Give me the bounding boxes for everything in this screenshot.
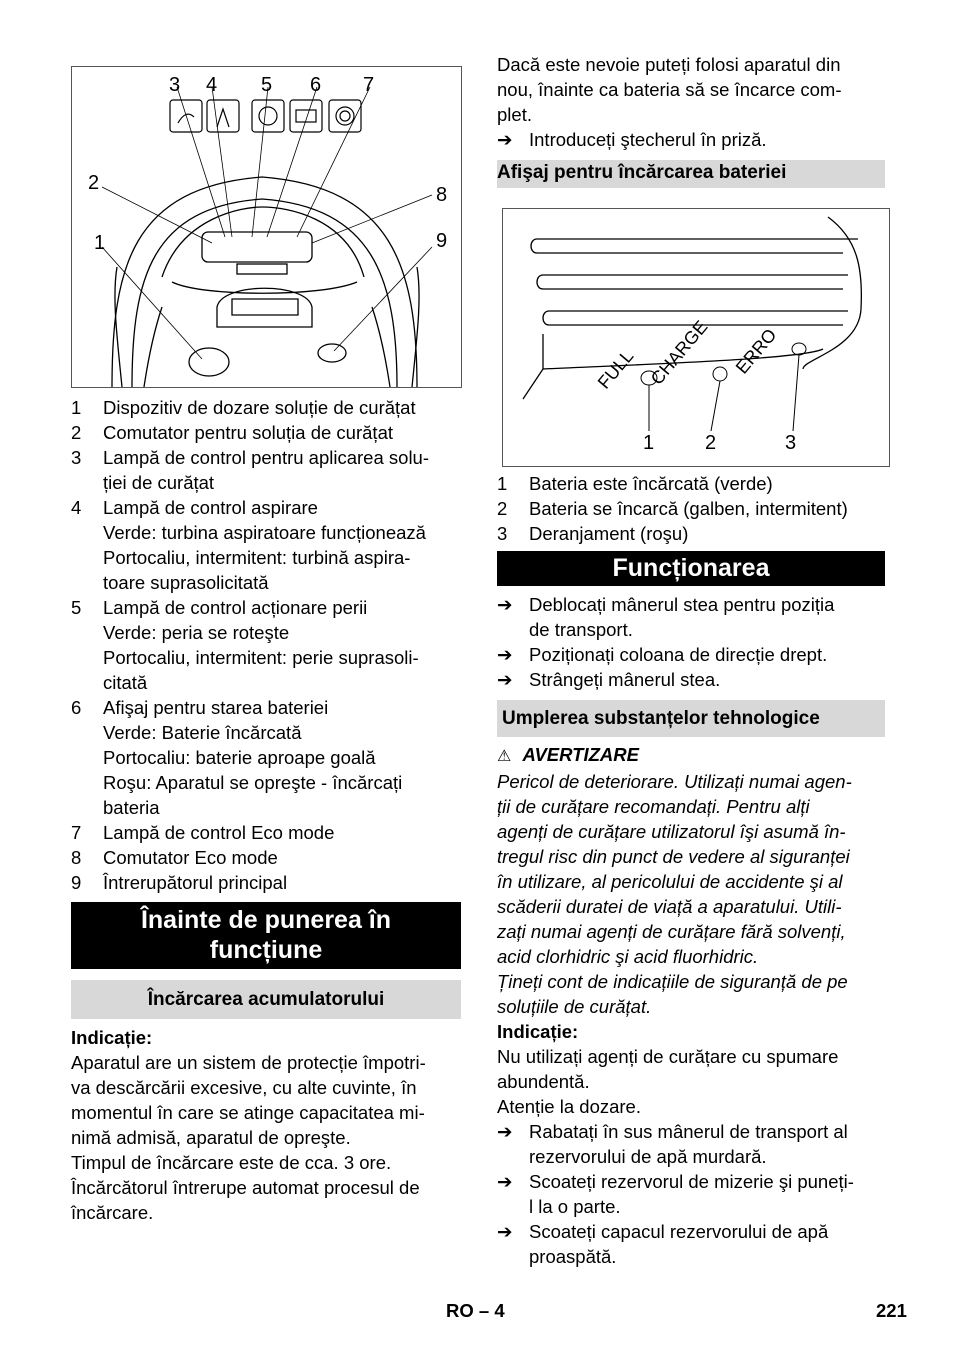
text-line: Atenție la dozare. bbox=[497, 1096, 641, 1117]
legend-number: 6 bbox=[71, 697, 82, 718]
text-line: soluțiile de curățat. bbox=[497, 996, 652, 1017]
subsection-charging: Încărcarea acumulatorului bbox=[71, 980, 461, 1019]
control-panel-drawing bbox=[72, 67, 461, 387]
step-line: proaspătă. bbox=[529, 1246, 617, 1267]
callout-6: 6 bbox=[310, 74, 322, 96]
page-footer-label: RO – 4 bbox=[446, 1300, 505, 1321]
warning-heading bbox=[497, 742, 885, 769]
arrow-right-icon: ➔ bbox=[497, 1171, 513, 1192]
text-line: Încărcătorul întrerupe automat procesul de bbox=[71, 1177, 420, 1198]
step-text bbox=[529, 642, 885, 667]
brush-icon bbox=[252, 100, 284, 132]
step-text bbox=[529, 1219, 885, 1269]
fill-steps bbox=[497, 1119, 885, 1269]
arrow-right-icon: ➔ bbox=[497, 594, 513, 615]
text-line: în utilizare, al pericolului de accidente şi al bbox=[497, 871, 843, 892]
legend-text bbox=[103, 495, 461, 595]
step-line: Scoateți capacul rezervorului de apă bbox=[529, 1221, 829, 1242]
instruction-step bbox=[497, 1119, 885, 1169]
text-line: acid clorhidric şi acid fluorhidric. bbox=[497, 946, 759, 967]
callout-7: 7 bbox=[363, 74, 375, 96]
legend-item bbox=[497, 471, 885, 496]
instruction-step bbox=[497, 667, 885, 692]
text-line: Pericol de deteriorare. Utilizați numai agen- bbox=[497, 771, 852, 792]
suction-icon bbox=[207, 100, 239, 132]
legend-line: Verde: Baterie încărcată bbox=[103, 722, 302, 743]
section-title-line: funcțiune bbox=[209, 936, 323, 964]
legend-item bbox=[497, 496, 885, 521]
legend-item bbox=[71, 395, 461, 420]
step-text: Introduceți ştecherul în priză. bbox=[529, 129, 767, 150]
legend-number: 2 bbox=[71, 422, 82, 443]
warning-text bbox=[497, 769, 885, 1019]
led-error bbox=[792, 343, 806, 355]
legend-item bbox=[71, 870, 461, 895]
arrow-right-icon: ➔ bbox=[497, 669, 513, 690]
legend-item bbox=[71, 595, 461, 695]
label-charge: CHARGE bbox=[646, 316, 712, 389]
note-label: Indicație: bbox=[71, 1027, 153, 1048]
legend-line: citată bbox=[103, 672, 148, 693]
intro-text bbox=[497, 52, 885, 127]
legend-text bbox=[103, 595, 461, 695]
step-line: Deblocați mânerul stea pentru poziția bbox=[529, 594, 835, 615]
legend-text bbox=[103, 445, 461, 495]
legend-item bbox=[71, 845, 461, 870]
legend-line: Verde: turbina aspiratoare funcționează bbox=[103, 522, 426, 543]
warning-triangle-icon: ⚠ bbox=[497, 748, 512, 765]
legend-text bbox=[103, 695, 461, 820]
step-line: rezervorului de apă murdară. bbox=[529, 1146, 767, 1167]
arrow-right-icon: ➔ bbox=[497, 1221, 513, 1242]
legend-number: 2 bbox=[497, 498, 508, 519]
text-line: Aparatul are un sistem de protecție împotri- bbox=[71, 1052, 426, 1073]
legend-line: Comutator Eco mode bbox=[103, 847, 278, 868]
legend-item bbox=[497, 521, 885, 546]
legend-text bbox=[103, 820, 461, 845]
text-line: Dacă este nevoie puteți folosi aparatul din bbox=[497, 54, 841, 75]
step-text bbox=[529, 667, 885, 692]
right-column bbox=[497, 52, 885, 1269]
instruction-step bbox=[497, 592, 885, 642]
legend-item bbox=[71, 445, 461, 495]
warning-label: AVERTIZARE bbox=[522, 744, 639, 765]
step-line: Scoateți rezervorul de mizerie şi puneți- bbox=[529, 1171, 854, 1192]
legend-line: Roşu: Aparatul se opreşte - încărcați bbox=[103, 772, 403, 793]
step-text bbox=[529, 1169, 885, 1219]
callout-2: 2 bbox=[88, 172, 100, 194]
control-panel-figure bbox=[71, 66, 462, 388]
section-title-line: Înainte de punerea în bbox=[140, 906, 392, 934]
callout-1: 1 bbox=[94, 232, 106, 254]
legend-number: 3 bbox=[497, 523, 508, 544]
callout-3: 3 bbox=[169, 74, 181, 96]
label-error: ERRO bbox=[731, 324, 781, 378]
callout-5: 5 bbox=[261, 74, 273, 96]
label-full: FULL bbox=[593, 345, 638, 393]
charging-note bbox=[71, 1050, 461, 1225]
battery-display-figure bbox=[502, 208, 890, 467]
callout-8: 8 bbox=[436, 184, 448, 206]
legend-line: Portocaliu, intermitent: turbină aspira- bbox=[103, 547, 411, 568]
text-line: Nu utilizați agenți de curățare cu spumare bbox=[497, 1046, 839, 1067]
step-text bbox=[529, 592, 885, 642]
legend-line: Dispozitiv de dozare soluție de curățat bbox=[103, 397, 416, 418]
legend-text bbox=[103, 395, 461, 420]
legend-number: 5 bbox=[71, 597, 82, 618]
legend-line: Întrerupătorul principal bbox=[103, 872, 288, 893]
section-title-before-use bbox=[71, 902, 461, 969]
battery-icon bbox=[290, 100, 322, 132]
fill-note bbox=[497, 1044, 885, 1119]
instruction-step bbox=[497, 1169, 885, 1219]
legend-line: bateria bbox=[103, 797, 160, 818]
legend-line: ției de curățat bbox=[103, 472, 215, 493]
legend-item bbox=[71, 495, 461, 595]
legend-line: Verde: peria se roteşte bbox=[103, 622, 290, 643]
legend-item bbox=[71, 695, 461, 820]
text-line: momentul în care se atinge capacitatea mi- bbox=[71, 1102, 425, 1123]
legend-number: 8 bbox=[71, 847, 82, 868]
legend-line: Afişaj pentru starea bateriei bbox=[103, 697, 329, 718]
note-label: Indicație: bbox=[497, 1021, 579, 1042]
arrow-right-icon: ➔ bbox=[497, 129, 513, 150]
step-line: l la o parte. bbox=[529, 1196, 621, 1217]
operation-steps bbox=[497, 592, 885, 692]
legend-text bbox=[103, 420, 461, 445]
callout-9: 9 bbox=[436, 230, 448, 252]
text-line: abundentă. bbox=[497, 1071, 590, 1092]
step-text bbox=[529, 1119, 885, 1169]
legend-line: Lampă de control Eco mode bbox=[103, 822, 335, 843]
text-line: nou, înainte ca bateria să se încarce com- bbox=[497, 79, 842, 100]
callout-2: 2 bbox=[705, 432, 717, 454]
battery-display-legend bbox=[497, 471, 885, 546]
legend-line: Portocaliu: baterie aproape goală bbox=[103, 747, 376, 768]
instruction-step bbox=[497, 1219, 885, 1269]
instruction-step bbox=[497, 642, 885, 667]
text-line: încărcare. bbox=[71, 1202, 154, 1223]
text-line: zați numai agenți de curățare fără solvenți, bbox=[497, 921, 846, 942]
text-line: tregul risc din punct de vedere al siguranței bbox=[497, 846, 850, 867]
legend-line: Lampă de control pentru aplicarea solu- bbox=[103, 447, 429, 468]
step-line: Rabatați în sus mânerul de transport al bbox=[529, 1121, 848, 1142]
legend-item bbox=[71, 820, 461, 845]
text-line: Timpul de încărcare este de cca. 3 ore. bbox=[71, 1152, 392, 1173]
legend-number: 4 bbox=[71, 497, 82, 518]
step-plug-in bbox=[497, 127, 885, 152]
legend-number: 1 bbox=[497, 473, 508, 494]
text-line: ții de curățare recomandați. Pentru alți bbox=[497, 796, 810, 817]
legend-text: Bateria se încarcă (galben, intermitent) bbox=[529, 498, 848, 519]
page-number: 221 bbox=[876, 1300, 907, 1321]
legend-line: Lampă de control aspirare bbox=[103, 497, 318, 518]
battery-display-drawing bbox=[503, 209, 889, 466]
text-line: plet. bbox=[497, 104, 532, 125]
legend-text: Deranjament (roşu) bbox=[529, 523, 689, 544]
legend-line: toare suprasolicitată bbox=[103, 572, 269, 593]
led-charge bbox=[713, 367, 727, 381]
control-panel-legend bbox=[71, 395, 461, 895]
text-line: agenți de curățare utilizatorul îşi asumă în- bbox=[497, 821, 846, 842]
subsection-battery-display: Afişaj pentru încărcarea bateriei bbox=[497, 160, 885, 188]
arrow-right-icon: ➔ bbox=[497, 1121, 513, 1142]
legend-item bbox=[71, 420, 461, 445]
step-line: Strângeți mânerul stea. bbox=[529, 669, 721, 690]
section-title-operation: Funcționarea bbox=[497, 551, 885, 586]
callout-1: 1 bbox=[643, 432, 655, 454]
arrow-right-icon: ➔ bbox=[497, 644, 513, 665]
legend-number: 3 bbox=[71, 447, 82, 468]
step-line: Poziționați coloana de direcție drept. bbox=[529, 644, 828, 665]
legend-number: 1 bbox=[71, 397, 82, 418]
legend-line: Lampă de control acționare perii bbox=[103, 597, 368, 618]
subsection-filling: Umplerea substanțelor tehnologice bbox=[497, 700, 885, 737]
callout-4: 4 bbox=[206, 74, 218, 96]
legend-text bbox=[103, 845, 461, 870]
legend-number: 9 bbox=[71, 872, 82, 893]
step-line: de transport. bbox=[529, 619, 633, 640]
left-column bbox=[71, 52, 461, 1225]
text-line: nimă admisă, aparatul de opreşte. bbox=[71, 1127, 351, 1148]
callout-3: 3 bbox=[785, 432, 797, 454]
text-line: scăderii duratei de viață a aparatului. Utili- bbox=[497, 896, 842, 917]
legend-line: Comutator pentru soluția de curățat bbox=[103, 422, 393, 443]
legend-line: Portocaliu, intermitent: perie suprasoli- bbox=[103, 647, 419, 668]
legend-text bbox=[103, 870, 461, 895]
legend-text: Bateria este încărcată (verde) bbox=[529, 473, 773, 494]
legend-number: 7 bbox=[71, 822, 82, 843]
text-line: va descărcării excesive, cu alte cuvinte, în bbox=[71, 1077, 417, 1098]
text-line: Țineți cont de indicațiile de siguranță de pe bbox=[497, 971, 848, 992]
